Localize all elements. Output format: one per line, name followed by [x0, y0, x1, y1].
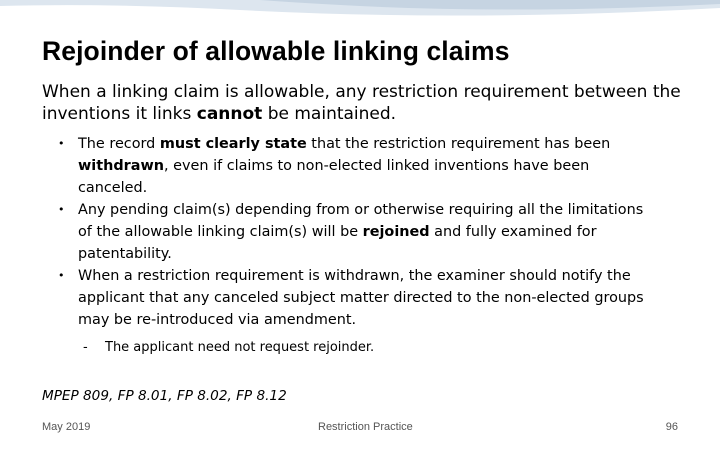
page-number: 96 — [665, 421, 678, 433]
header-decoration — [0, 0, 720, 22]
dash-marker: - — [83, 340, 88, 355]
bullet-emphasis-withdrawn: withdrawn — [78, 158, 164, 174]
bullet-text-middle: that the restriction requirement has been — [306, 136, 611, 152]
bullet-text: When a restriction requirement is withdrawn, the examiner should notify the applicant that any canceled subject matter directed to the non-elected groups may be re-introduced via amendment. — [78, 268, 644, 328]
footer-title: Restriction Practice — [318, 421, 413, 433]
bullet-item-rejoined — [50, 199, 660, 265]
intro-paragraph — [42, 81, 692, 125]
bullet-text-start: The record — [78, 136, 160, 152]
bullet-text-end: , even if claims to non-elected linked inventions have been canceled. — [78, 158, 590, 196]
bullet-text-end: and fully examined for patentability. — [78, 224, 597, 262]
bullet-icon: • — [58, 269, 65, 282]
bullet-icon: • — [58, 203, 65, 216]
sub-bullet-text: The applicant need not request rejoinder. — [105, 340, 375, 355]
bullet-text-start: Any pending claim(s) depending from or otherwise requiring all the limitations of the allowable linking claim(s) will be — [78, 202, 644, 240]
bullet-emphasis-must-clearly-state: must clearly state — [159, 136, 307, 152]
intro-emphasis: cannot — [196, 104, 263, 124]
bullet-list — [50, 133, 660, 331]
slide-title: Rejoinder of allowable linking claims — [42, 36, 510, 66]
bullet-item-notify — [50, 265, 660, 331]
bullet-item-record — [50, 133, 660, 199]
reference-citation: MPEP 809, FP 8.01, FP 8.02, FP 8.12 — [42, 388, 287, 404]
intro-text-start: When a linking claim is allowable, any restriction requirement between the inventions it links — [42, 82, 681, 124]
bullet-icon: • — [58, 137, 65, 150]
intro-text-end: be maintained. — [262, 104, 397, 124]
sub-bullet-item — [83, 338, 374, 358]
footer-date: May 2019 — [42, 421, 91, 433]
bullet-emphasis-rejoined: rejoined — [362, 224, 430, 240]
